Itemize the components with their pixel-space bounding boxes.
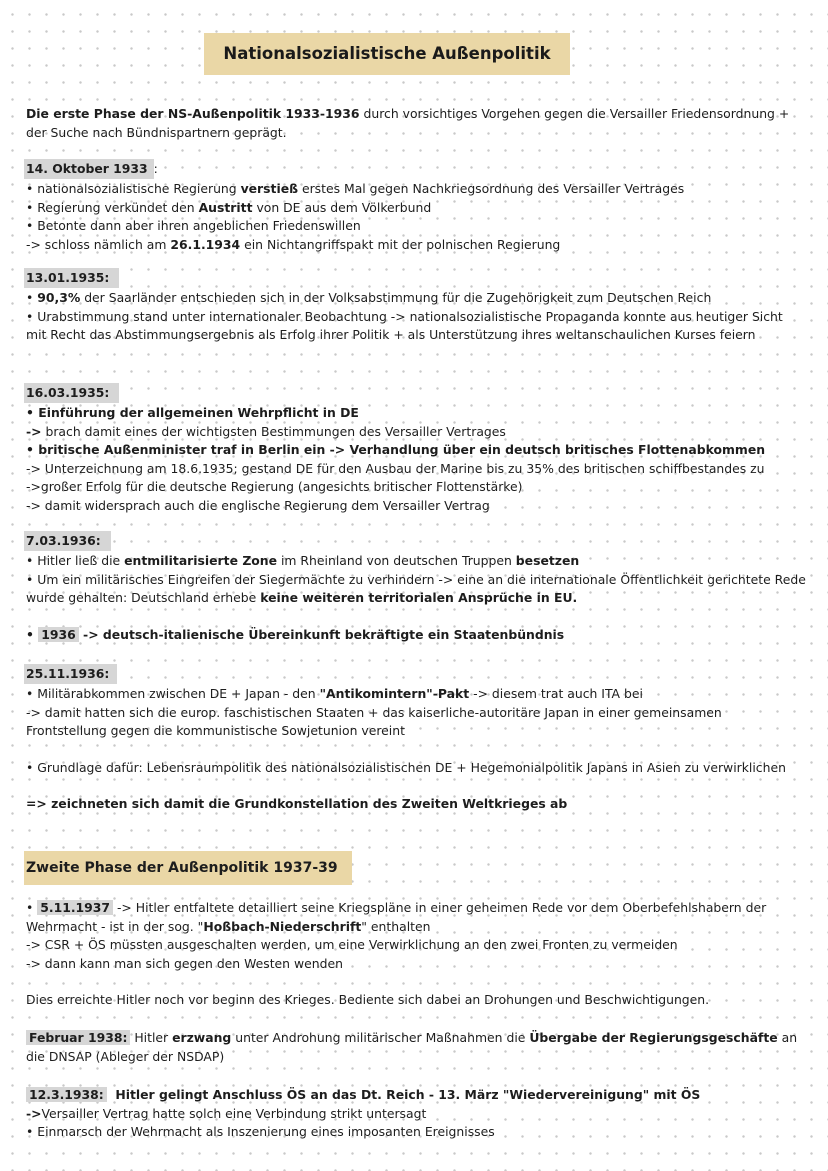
text: Hitler [130,1030,173,1045]
bullet-line [26,626,806,645]
text: -> diesem trat auch ITA bei [469,686,643,701]
arrow: -> [26,1105,42,1121]
bold-text: verstieß [240,181,299,196]
text: • Um ein militärisches Eingreifen der Siegermächte zu verhindern -> eine an die internationale Öffentlichkeit gerichtete Rede wurde gehalten: Deutschland erhebe [26,571,806,606]
text: • Militärabkommen zwischen DE + Japan - den [26,686,320,701]
bullet: • [26,627,39,642]
text: von DE aus dem Völkerbund [252,199,432,215]
text: " enthalten [361,918,431,934]
bullet-line [26,289,806,308]
bullet-line [26,899,806,936]
bullet-line: • Einmarsch der Wehrmacht als Inszenierung eines imposanten Ereignisses [26,1124,495,1140]
date-label: 25.11.1936: [24,664,117,684]
text: • Hitler ließ die [26,553,125,568]
bullet-line [26,571,806,608]
section-oct-1933 [26,159,806,254]
arrow-line [26,236,806,255]
section-mar-1936 [26,531,806,608]
date-label: 14. Oktober 1933 [24,159,154,179]
text: -> Hitler entfaltete detailliert seine Kriegspläne in einer geheimen Rede vor dem Oberbefehlshabern der Wehrmacht - ist in der sog. " [26,900,767,934]
text: an die DNSAP (Ableger der NSDAP) [26,1030,798,1064]
date-label: Februar 1938: [26,1030,130,1045]
date-label: 13.01.1935: [24,268,119,288]
paragraph [26,1029,806,1066]
bullet: • [26,900,38,915]
arrow-line: -> damit hatten sich die europ. faschistischen Staaten + das kaiserliche-autoritäre Japan in einer gemeinsamen Frontstellung gegen die kommunistische Sowjetunion vereint [26,704,722,739]
bold-text: 90,3% [37,290,81,305]
bullet-line: • Einführung der allgemeinen Wehrpflicht in DE [26,405,359,420]
date-label: 7.03.1936: [24,531,111,551]
arrow-line: -> damit widersprach auch die englische Regierung dem Versailler Vertrag [26,497,490,513]
year-label: 1936 [38,627,79,642]
text: Versailler Vertrag hatte solch eine Verbindung strikt untersagt [41,1105,427,1121]
bold-text: Austritt [198,199,253,215]
bullet-line: • britische Außenminister traf in Berlin ein -> Verhandlung über ein deutsch britisches Flottenabkommen [26,442,766,458]
bold-text: Übergabe der Regierungsgeschäfte [529,1030,778,1045]
bold-text: 26.1.1934 [170,236,241,252]
bullet-line: • Urabstimmung stand unter internationaler Beobachtung -> nationalsozialistische Propaganda konnte aus heutiger Sicht mit Recht das Abstimmungsergebnis als Erfolg ihrer Politik + als Unterstützung ihres weltanschaulichen Kurses feiern [26,308,783,343]
bold-text: "Antikomintern"-Pakt [319,686,470,701]
text: brach damit eines der wichtigsten Bestimmungen des Versailler Vertrages [41,423,506,439]
bullet-line [26,552,806,571]
bold-text: besetzen [515,553,580,568]
text: -> deutsch-italienische Übereinkunft bekräftigte ein Staatenbündnis [78,627,565,642]
text: -> schloss nämlich am [26,236,171,252]
text: ein Nichtangriffspakt mit der polnischen Regierung [240,236,561,252]
heading-line [26,1086,806,1105]
date-label: 16.03.1935: [24,383,119,403]
arrow-line [26,423,806,442]
arrow-line: -> dann kann man sich gegen den Westen wenden [26,955,343,971]
bullet-line: • Betonte dann aber ihren angeblichen Friedenswillen [26,218,361,234]
text: der Saarländer entschieden sich in der Volksabstimmung für die Zugehörigkeit zum Deutschen Reich [80,290,712,305]
text: unter Androhung militärischer Maßnahmen die [231,1030,530,1045]
date-label: 5.11.1937 [37,900,113,915]
intro-text: durch vorsichtiges Vorgehen gegen die Versailler Friedensordnung + der Suche nach Bündnispartnern geprägt. [26,106,790,140]
text: erstes Mal gegen Nachkriegsordnung des Versailler Vertrages [298,181,685,196]
bullet-line [26,199,806,218]
text: im Rheinland von deutschen Truppen [277,553,516,568]
summary-line: Dies erreichte Hitler noch vor beginn des Krieges. Bediente sich dabei an Drohungen und Beschwichtigungen. [26,992,710,1008]
section-1936 [26,626,806,645]
bold-text: erzwang [172,1030,232,1045]
bullet-line: • Grundlage dafür: Lebensraumpolitik des nationalsozialistischen DE + Hegemonialpolitik Japans in Asien zu verwirklichen [26,759,786,775]
section-mar-1935 [26,383,806,516]
bullet-line [26,685,806,704]
bold-text: Hitler gelingt Anschluss ÖS an das Dt. Reich - 13. März "Wiedervereinigung" mit ÖS [106,1087,701,1102]
section-phase-2-header [26,851,806,885]
arrow-line [26,1105,806,1124]
arrow-line: -> Unterzeichnung am 18.6.1935; gestand DE für den Ausbau der Marine bis zu 35% des britischen schiffbestandes zu [26,460,765,476]
text: • [26,290,38,305]
section-feb-1938 [26,1029,806,1066]
date-colon: : [153,161,158,176]
conclusion-line: => zeichneten sich damit die Grundkonstellation des Zweiten Weltkrieges ab [26,796,568,812]
arrow-line: ->großer Erfolg für die deutsche Regierung (angesichts britischer Flottenstärke) [26,479,523,495]
bold-text: entmilitarisierte Zone [124,553,278,568]
section-nov-1936 [26,664,806,814]
section-nov-1937 [26,899,806,1010]
bullet-line [26,180,806,199]
arrow: -> [26,423,42,439]
section-mar-1938 [26,1086,806,1142]
arrow-line: -> CSR + ÖS müssten ausgeschalten werden, um eine Verwirklichung an den zwei Fronten zu vermeiden [26,937,678,953]
section-jan-1935 [26,268,806,345]
text: • Regierung verkündet den [26,199,199,215]
phase-2-heading: Zweite Phase der Außenpolitik 1937-39 [24,851,352,885]
intro-paragraph [26,105,806,142]
bold-text: keine weiteren territorialen Ansprüche in EU. [260,590,578,606]
date-label: 12.3.1938: [26,1087,107,1102]
text: • nationalsozialistische Regierung [26,181,241,196]
intro-bold: Die erste Phase der NS-Außenpolitik 1933-1936 [26,106,360,121]
page-title: Nationalsozialistische Außenpolitik [204,33,570,75]
bold-text: Hoßbach-Niederschrift [203,918,362,934]
